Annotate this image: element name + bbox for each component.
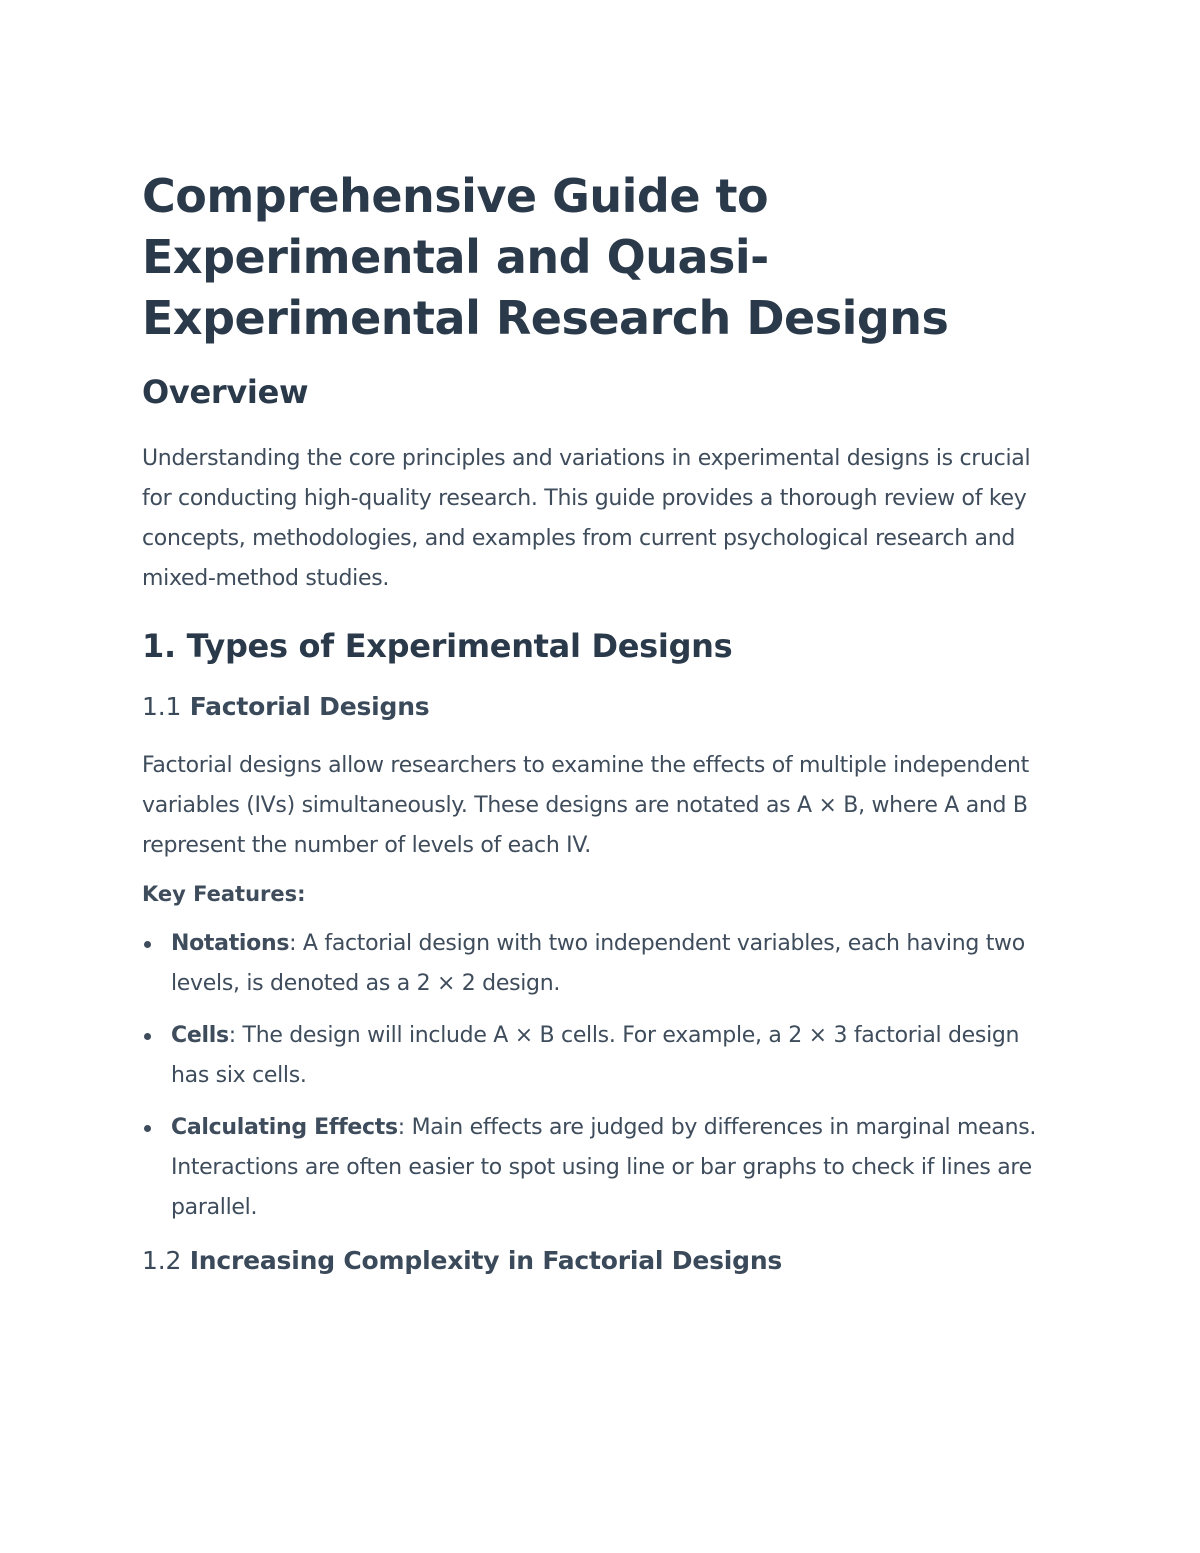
overview-heading: Overview — [142, 373, 309, 411]
list-item — [142, 1016, 1052, 1096]
subsection-number: 1.2 — [142, 1246, 182, 1275]
document-content — [142, 166, 1052, 1277]
bullet-icon — [144, 1033, 151, 1040]
feature-description: : A factorial design with two independent variables, each having two levels, is denoted as a 2 × 2 design. — [171, 931, 1025, 996]
key-features-label: Key Features: — [142, 882, 306, 906]
factorial-designs-paragraph: Factorial designs allow researchers to examine the effects of multiple independent variables (IVs) simultaneously. These designs are notated as A × B, where A and B represent the number of levels of each IV. — [142, 753, 1029, 858]
subsection-1-2-heading — [142, 1245, 1052, 1277]
bullet-icon — [144, 941, 151, 948]
feature-description: : The design will include A × B cells. For example, a 2 × 3 factorial design has six cells. — [171, 1023, 1020, 1088]
feature-term: Notations — [171, 931, 290, 956]
list-item — [142, 924, 1052, 1004]
feature-description: : Main effects are judged by differences in marginal means. Interactions are often easier to spot using line or bar graphs to check if lines are parallel. — [171, 1115, 1037, 1220]
feature-term: Calculating Effects — [171, 1115, 398, 1140]
page-title: Comprehensive Guide to Experimental and Quasi-Experimental Research Designs — [142, 169, 949, 345]
features-list — [142, 924, 1052, 1228]
subsection-number: 1.1 — [142, 692, 182, 721]
subsection-1-1-heading — [142, 691, 1052, 723]
bullet-icon — [144, 1125, 151, 1132]
subsection-title: Increasing Complexity in Factorial Designs — [189, 1246, 783, 1275]
feature-term: Cells — [171, 1023, 229, 1048]
list-item — [142, 1108, 1052, 1228]
section-1-heading: 1. Types of Experimental Designs — [142, 627, 733, 665]
overview-paragraph: Understanding the core principles and variations in experimental designs is crucial for conducting high-quality research. This guide provides a thorough review of key concepts, methodologies, and examples from current psychological research and mixed-method studies. — [142, 446, 1031, 591]
subsection-title: Factorial Designs — [189, 692, 430, 721]
